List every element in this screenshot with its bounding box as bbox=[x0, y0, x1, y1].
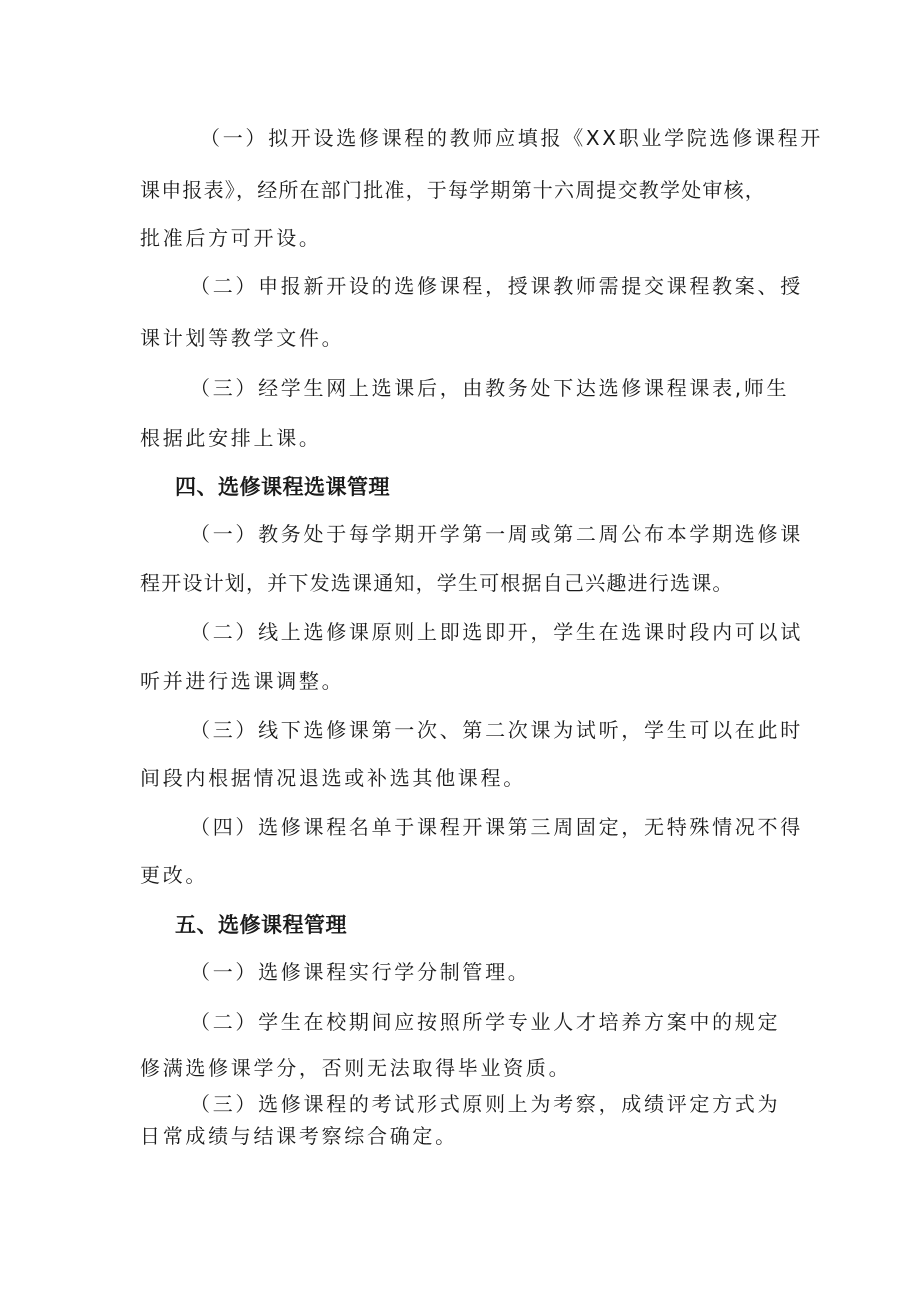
paragraph-line: （一）选修课程实行学分制管理。 bbox=[190, 960, 531, 984]
paragraph-line: 更改。 bbox=[140, 863, 209, 887]
paragraph-line: （二）学生在校期间应按照所学专业人才培养方案中的规定 bbox=[190, 1010, 781, 1034]
paragraph-line: （三）线下选修课第一次、第二次课为试听，学生可以在此时 bbox=[190, 718, 803, 742]
paragraph-line: 日常成绩与结课考察综合确定。 bbox=[140, 1124, 458, 1148]
section-heading: 五、选修课程管理 bbox=[175, 913, 347, 937]
paragraph-line: 课计划等教学文件。 bbox=[140, 326, 345, 350]
paragraph-line: 程开设计划，并下发选课通知，学生可根据自己兴趣进行选课。 bbox=[140, 571, 734, 595]
paragraph-line: 根据此安排上课。 bbox=[140, 426, 322, 450]
paragraph-line: 间段内根据情况退选或补选其他课程。 bbox=[140, 766, 526, 790]
section-heading: 四、选修课程选课管理 bbox=[175, 475, 390, 499]
paragraph-line: （一）教务处于每学期开学第一周或第二周公布本学期选修课 bbox=[190, 522, 803, 546]
paragraph-line: （二）线上选修课原则上即选即开，学生在选课时段内可以试 bbox=[190, 620, 803, 644]
paragraph-line: （三）经学生网上选课后，由教务处下达选修课程课表,师生 bbox=[190, 376, 790, 400]
paragraph-line: （一）拟开设选修课程的教师应填报《XX职业学院选修课程开 bbox=[200, 126, 824, 150]
paragraph-line: （四）选修课程名单于课程开课第三周固定，无特殊情况不得 bbox=[190, 815, 803, 839]
paragraph-line: 批准后方可开设。 bbox=[140, 226, 322, 250]
paragraph-line: （三）选修课程的考试形式原则上为考察，成绩评定方式为 bbox=[190, 1092, 781, 1116]
paragraph-line: （二）申报新开设的选修课程，授课教师需提交课程教案、授 bbox=[190, 274, 803, 298]
paragraph-line: 修满选修课学分，否则无法取得毕业资质。 bbox=[140, 1056, 572, 1080]
paragraph-line: 听并进行选课调整。 bbox=[140, 669, 345, 693]
paragraph-line: 课申报表》，经所在部门批准，于每学期第十六周提交教学处审核， bbox=[140, 178, 766, 202]
